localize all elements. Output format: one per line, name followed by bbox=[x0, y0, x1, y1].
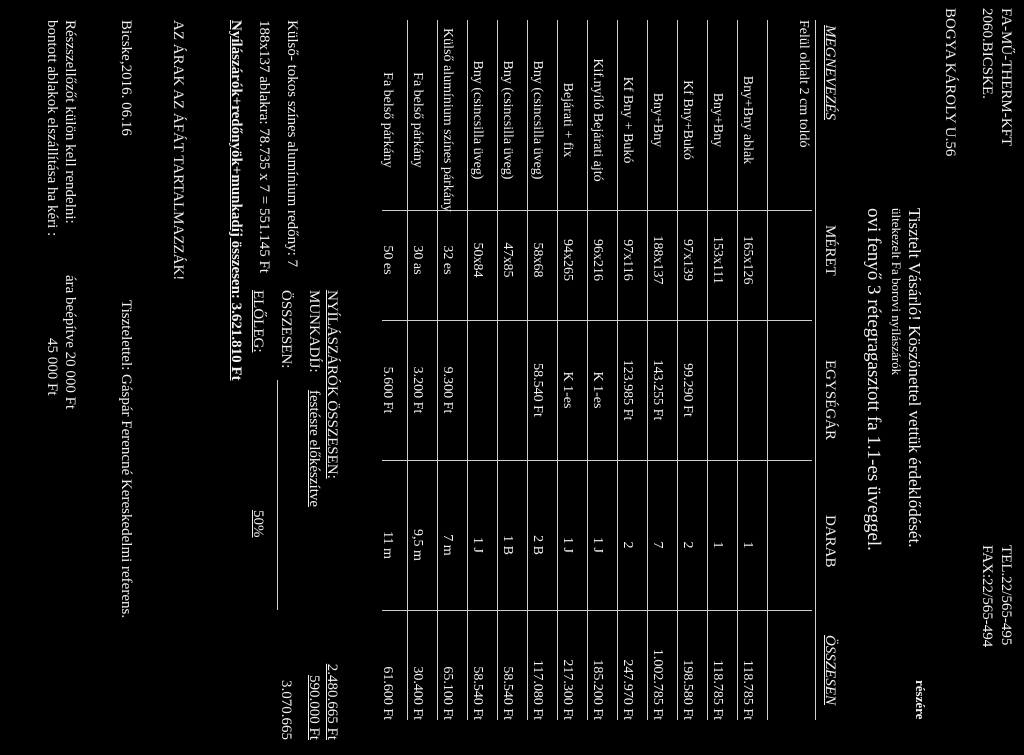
cell-qty: 1 J bbox=[590, 537, 605, 553]
cell-price: 58.540 Ft bbox=[530, 363, 545, 417]
total-value: 3.070.665 bbox=[278, 680, 294, 740]
items-table bbox=[368, 20, 838, 720]
cell-size: 94x265 bbox=[560, 239, 575, 281]
cell-size: 30 as bbox=[410, 245, 425, 275]
cell-price: 123.985 Ft bbox=[620, 359, 635, 421]
cell-name: Kf Bny + Bukó bbox=[620, 76, 635, 164]
cell-name: Bny (csincsilla üveg) bbox=[530, 60, 545, 180]
cell-name: Bejárati + fix bbox=[560, 82, 575, 158]
cell-size: 58x68 bbox=[530, 242, 545, 278]
company-name: FA-MŰ-THERM-KFT bbox=[998, 8, 1014, 147]
cell-qty: 7 m bbox=[440, 534, 455, 556]
cell-size: 165x126 bbox=[740, 235, 755, 285]
cell-total: 61.600 Ft bbox=[380, 666, 395, 720]
table-row bbox=[367, 20, 408, 720]
extra-label-1: Részszellőzőt külön kell rendelni: bbox=[62, 20, 78, 224]
shutter-note: Külső- tokos színes alumínium redőny: 7 bbox=[284, 20, 300, 268]
grand-total: Nyílászárók+redőnyök+munkadíj összesen: 3.621.810 Ft bbox=[228, 20, 244, 381]
cell-total: 217.300 Ft bbox=[560, 659, 575, 720]
cell-qty: 7 bbox=[650, 541, 665, 549]
work-label: MUNKADÍJ: bbox=[306, 290, 322, 373]
cell-total: 1.002.785 Ft bbox=[650, 648, 665, 720]
subtitle: ültekezelt Fa borovi nyílászárók bbox=[889, 208, 904, 376]
header-name: MEGNEVEZÉS bbox=[822, 25, 838, 120]
cell-qty: 1 bbox=[710, 541, 725, 549]
header-total: ÖSSZESEN bbox=[822, 635, 838, 706]
cell-size: 153x111 bbox=[710, 236, 725, 284]
cell-qty: 9,5 m bbox=[410, 529, 425, 561]
cell-name: Kif.nyíló Bejárati ajtó bbox=[590, 58, 605, 182]
cell-size: 50x84 bbox=[470, 242, 485, 278]
cell-size: 96x216 bbox=[590, 239, 605, 281]
cell-total: 198.580 Ft bbox=[680, 659, 695, 720]
cell-name: Bny (csincsilla üveg) bbox=[470, 60, 485, 180]
cell-name: Bny+Bny ablak bbox=[740, 75, 755, 165]
extra-value-2: 45 000 Ft bbox=[44, 338, 60, 396]
cell-total: 58.540 Ft bbox=[470, 666, 485, 720]
cell-total: 65.100 Ft bbox=[440, 666, 455, 720]
cell-size: 97x139 bbox=[680, 239, 695, 281]
cell-size: 50 es bbox=[380, 245, 395, 275]
cell-price: 143.255 Ft bbox=[650, 359, 665, 421]
cell-price: K 1-es bbox=[590, 371, 605, 409]
cell-price: 5.600 Ft bbox=[380, 366, 395, 414]
cell-size: 188x137 bbox=[650, 235, 665, 285]
cell-qty: 11 m bbox=[380, 531, 395, 559]
extra-label-2: bontott ablakok elszállítása ha kéri : bbox=[44, 20, 60, 237]
cell-name: Fa belső párkány bbox=[410, 72, 425, 168]
windows-total-value: 2.480.665 Ft bbox=[324, 663, 340, 740]
extra-value-1: ára beépítve 20 000 Ft bbox=[62, 275, 78, 410]
cell-qty: 2 B bbox=[530, 535, 545, 555]
cell-size: 47x85 bbox=[500, 242, 515, 278]
total-underline bbox=[277, 380, 278, 610]
cell-name: Külső alumínium színes párkány bbox=[440, 28, 455, 212]
table-row bbox=[791, 20, 816, 720]
cell-total: 247.970 Ft bbox=[620, 659, 635, 720]
cell-total: 58.540 Ft bbox=[500, 666, 515, 720]
shutter-calc: 188x137 ablakra: 78.735 x 7 = 551.145 Ft bbox=[256, 20, 272, 274]
cell-qty: 2 bbox=[680, 541, 695, 549]
advance-label: ELŐLEG: bbox=[250, 290, 266, 353]
header-price: EGYSÉGÁR bbox=[822, 360, 838, 441]
cell-name: Bny (csincsilla üveg) bbox=[500, 60, 515, 180]
recipient-label: részére bbox=[913, 680, 928, 720]
cell-price: 99.290 Ft bbox=[680, 363, 695, 417]
cell-total: 117.080 Ft bbox=[530, 659, 545, 720]
windows-total-label: NYÍLÁSZÁRÓK ÖSSZESEN: bbox=[324, 290, 340, 479]
header-qty: DARAB bbox=[822, 515, 838, 568]
work-note: festésre előkészítve bbox=[306, 390, 322, 508]
cell-qty: 1 bbox=[740, 541, 755, 549]
cell-size: 32 es bbox=[440, 245, 455, 275]
cell-total: 30.400 Ft bbox=[410, 666, 425, 720]
signature: Tisztelettel: Gáspár Ferencné Kereskedelmi referens. bbox=[118, 300, 134, 619]
total-label: ÖSSZESEN: bbox=[278, 290, 294, 369]
header-size: MÉRET bbox=[822, 225, 838, 276]
company-tel: TEL.22/565-495 bbox=[998, 545, 1014, 646]
cell-name: Felül oldalt 2 cm toldó bbox=[796, 20, 811, 148]
cell-name: Kf Bny+Bukó bbox=[680, 80, 695, 160]
company-street: BOGYA KÁROLY U.56 bbox=[942, 8, 958, 157]
cell-price: K 1-es bbox=[560, 371, 575, 409]
cell-total: 118.785 Ft bbox=[710, 659, 725, 720]
cell-total: 118.785 Ft bbox=[740, 659, 755, 720]
company-address: 2060.BICSKE. bbox=[979, 8, 995, 99]
vat-note: AZ ÁRAK AZ ÁFÁT TARTALMAZZÁK! bbox=[170, 20, 186, 281]
work-value: 590.000 Ft bbox=[306, 674, 322, 740]
greeting: Tisztelt Vásárló! Köszönettel vettük érdeklődését. bbox=[905, 208, 924, 548]
cell-price: 3.200 Ft bbox=[410, 366, 425, 414]
wood-spec: ovi fenyő 3 rétegragasztott fa 1.1-es üveggel. bbox=[863, 208, 884, 551]
cell-qty: 1 J bbox=[470, 537, 485, 553]
date-location: Bicske,2016. 06.16 bbox=[118, 20, 134, 136]
cell-name: Bny+Bny bbox=[650, 92, 665, 148]
company-fax: FAX:22/565-494 bbox=[979, 545, 995, 648]
cell-qty: 1 B bbox=[500, 535, 515, 555]
cell-name: Fa belső párkány bbox=[380, 72, 395, 168]
cell-qty: 2 bbox=[620, 541, 635, 549]
cell-price: 9.300 Ft bbox=[440, 366, 455, 414]
cell-size: 97x116 bbox=[620, 239, 635, 281]
cell-qty: 1 J bbox=[560, 537, 575, 553]
cell-total: 185.200 Ft bbox=[590, 659, 605, 720]
cell-name: Bny+Bny bbox=[710, 92, 725, 148]
advance-value: 50% bbox=[250, 510, 266, 538]
